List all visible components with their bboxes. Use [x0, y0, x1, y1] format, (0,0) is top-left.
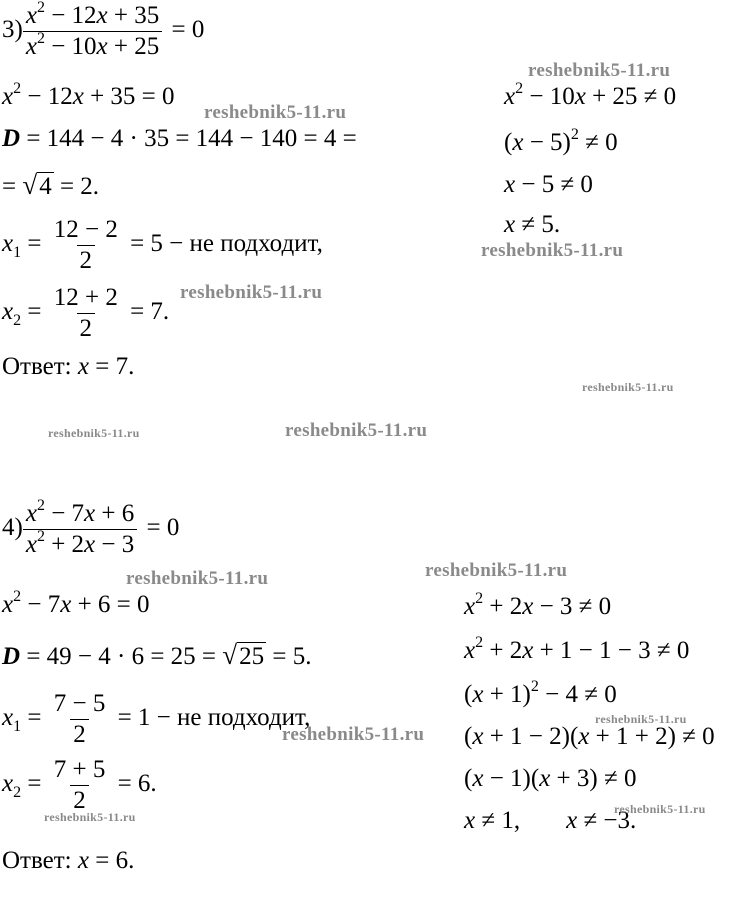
p3-side-3: x − 5 ≠ 0	[504, 171, 593, 198]
p4-root-x1: $x_1$ = $\frac{7 - 5}{2}$ = 1 − не подходит,	[2, 690, 311, 748]
p3-number: 3)	[2, 16, 23, 44]
p4-side-6: x ≠ 1, x ≠ −3.	[464, 807, 637, 834]
p4-side-1: $x^2 + 2x - 3 \ne 0$	[464, 590, 612, 620]
p4-side-2: $x^2 + 2x + 1 - 1 - 3 \ne 0$	[464, 634, 690, 664]
watermark: reshebnik5-11.ru	[614, 802, 706, 816]
p3-line-quadratic: $x^2 - 12x + 35 = 0$	[2, 80, 175, 110]
watermark: reshebnik5-11.ru	[481, 240, 624, 261]
p4-discriminant: D = 49 − 4 · 6 = 25 = √25 = 5.	[2, 640, 312, 670]
p3-fraction: $\frac{x^2 - 12x + 35}{x^2 - 10x + 25}$	[23, 2, 162, 61]
p3-side-2: $(x - 5)^2 \ne 0$	[504, 126, 618, 156]
p4-equation: 4) $\frac{x^2 - 7x + 6}{x^2 + 2x - 3}$ = 0	[2, 497, 180, 558]
p3-root-x2: $x_2$ = $\frac{12 + 2}{2}$ = 7.	[2, 284, 170, 342]
p4-answer: Ответ: x = 6.	[2, 847, 135, 874]
watermark: reshebnik5-11.ru	[595, 712, 687, 726]
watermark: reshebnik5-11.ru	[204, 102, 347, 123]
p3-side-4: x ≠ 5.	[504, 211, 561, 238]
watermark: reshebnik5-11.ru	[180, 282, 323, 303]
p3-side-1: $x^2 - 10x + 25 \ne 0$	[504, 80, 677, 110]
p3-discriminant-root: = √4 = 2.	[2, 170, 100, 200]
p3-answer: Ответ: x = 7.	[2, 353, 135, 380]
watermark: reshebnik5-11.ru	[285, 420, 428, 441]
p4-side-4: (x + 1 − 2)(x + 1 + 2) ≠ 0	[464, 723, 715, 750]
p3-root-x1: $x_1$ = $\frac{12 - 2}{2}$ = 5 − не подходит,	[2, 216, 323, 274]
watermark: reshebnik5-11.ru	[48, 426, 140, 440]
p4-fraction: $\frac{x^2 - 7x + 6}{x^2 + 2x - 3}$	[23, 500, 137, 559]
p3-equation: 3) $\frac{x^2 - 12x + 35}{x^2 - 10x + 25}$ = 0	[2, 0, 205, 60]
watermark: reshebnik5-11.ru	[282, 724, 425, 745]
watermark: reshebnik5-11.ru	[44, 810, 136, 824]
watermark: reshebnik5-11.ru	[425, 560, 568, 581]
p4-line-quadratic: $x^2 - 7x + 6 = 0$	[2, 588, 150, 618]
p4-number: 4)	[2, 514, 23, 542]
watermark: reshebnik5-11.ru	[528, 60, 671, 81]
watermark: reshebnik5-11.ru	[126, 568, 269, 589]
p4-side-5: (x − 1)(x + 3) ≠ 0	[464, 765, 637, 792]
watermark: reshebnik5-11.ru	[582, 380, 674, 394]
p4-side-3: $(x + 1)^2 - 4 \ne 0$	[464, 678, 617, 708]
p4-root-x2: $x_2$ = $\frac{7 + 5}{2}$ = 6.	[2, 756, 157, 814]
p3-discriminant: D = 144 − 4 · 35 = 144 − 140 = 4 =	[2, 125, 357, 152]
